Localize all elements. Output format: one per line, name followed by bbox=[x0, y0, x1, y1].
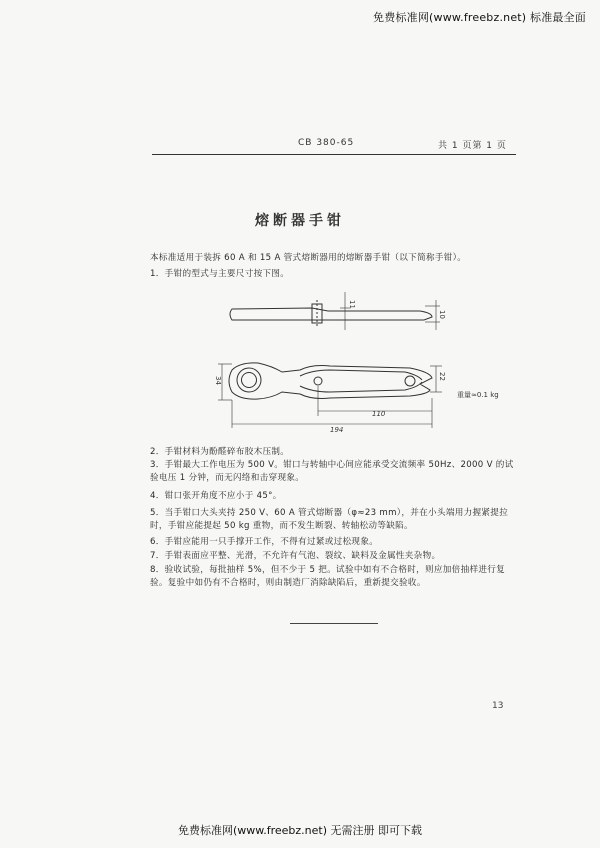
clause-6: 6．手钳应能用一只手撑开工作，不得有过紧或过松现象。 bbox=[150, 537, 379, 547]
clause-8: 8．验收试验，每批抽样 5%，但不少于 5 把。试验中如有不合格时，则应加倍抽样进行复验。复验中如仍有不合格时，则由制造厂消除缺陷后，重新提交验收。 bbox=[150, 565, 506, 588]
clause-7: 7．手钳表面应平整、光滑，不允许有气泡、裂纹、缺料及金属性夹杂物。 bbox=[150, 551, 441, 561]
dim-label-partial-length: 110 bbox=[372, 410, 386, 418]
clause-5: 5．当手钳口大头夹持 250 V、60 A 管式熔断器（φ≈23 mm），并在小头端用力握紧提拉时，手钳应能提起 50 kg 重物，而不发生断裂、转轴松动等缺陷。 bbox=[150, 508, 509, 531]
standard-code: CB 380-65 bbox=[298, 138, 355, 148]
dim-label-left-height: 34 bbox=[214, 376, 222, 385]
clause-2: 2．手钳材料为酚醛碎布胶木压制。 bbox=[150, 447, 290, 457]
document-title: 熔断器手钳 bbox=[255, 213, 345, 229]
pliers-side-view bbox=[230, 300, 432, 327]
clause-1: 1．手钳的型式与主要尺寸按下图。 bbox=[150, 269, 290, 279]
clause-3: 3．手钳最大工作电压为 500 V。钳口与转轴中心间应能承受交流频率 50Hz、2000 V 的试验电压 1 分钟，而无闪络和击穿现象。 bbox=[150, 460, 514, 483]
dim-label-right-height: 22 bbox=[438, 372, 446, 381]
end-rule bbox=[290, 623, 378, 624]
pliers-top-view bbox=[229, 363, 432, 399]
page-info: 共 1 页第 1 页 bbox=[438, 141, 507, 151]
watermark-top: 免费标准网(www.freebz.net) 标准最全面 bbox=[373, 11, 586, 24]
weight-note: 重量≈0.1 kg bbox=[457, 391, 499, 399]
dim-label-side-height: 11 bbox=[348, 300, 356, 309]
intro-paragraph: 本标准适用于装拆 60 A 和 15 A 管式熔断器用的熔断器手钳（以下简称手钳）。 bbox=[150, 253, 467, 263]
watermark-bottom: 免费标准网(www.freebz.net) 无需注册 即可下载 bbox=[177, 824, 423, 837]
dim-label-thickness: 10 bbox=[438, 310, 446, 319]
dim-label-total-length: 194 bbox=[330, 426, 344, 434]
page-number: 13 bbox=[492, 701, 504, 711]
clause-4: 4．钳口张开角度不应小于 45°。 bbox=[150, 491, 282, 501]
